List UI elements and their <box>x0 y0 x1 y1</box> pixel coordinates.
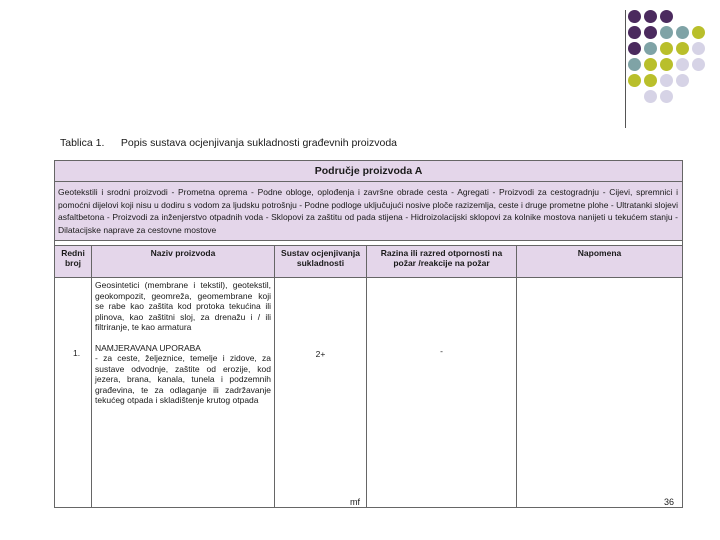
page-number: 36 <box>664 497 675 507</box>
decorative-dot <box>660 74 673 87</box>
caption-number: Tablica 1. <box>60 137 105 149</box>
decorative-dot-grid <box>628 10 720 120</box>
decorative-dot <box>628 10 641 23</box>
decorative-dot <box>644 74 657 87</box>
conformity-table <box>54 160 683 508</box>
row-assessment-system: 2+ <box>275 278 367 508</box>
intended-use: NAMJERAVANA UPORABA - za ceste, željeznice, temelje i zidove, za sustave odvodnje, zaštite od erozije, kod jezera, brana, kanala, tunela i podzemnih građevina, te za odlaganje ili zadržavanje tekućeg otpada i skladištenje krutog otpada <box>95 342 271 405</box>
header-notes: Napomena <box>517 246 683 278</box>
row-notes <box>517 278 683 508</box>
decorative-dot <box>692 58 705 71</box>
decorative-dot <box>628 42 641 55</box>
decorative-dot <box>660 10 673 23</box>
decorative-dot <box>628 26 641 39</box>
decorative-dot <box>628 74 641 87</box>
decorative-dot <box>644 90 657 103</box>
product-description: Geosintetici (membrane i tekstil), geotekstil, geokompozit, geomreža, geomembrane koji se rabe kao zaštita kod protoka tekućina ili plinova, kao zaštitni sloj, za drenažu i / ili filtriranje, te kao armatura <box>95 280 271 332</box>
decorative-dot <box>676 74 689 87</box>
area-title: Područje proizvoda A <box>55 161 683 182</box>
decorative-dot <box>692 42 705 55</box>
decorative-dot <box>676 42 689 55</box>
row-fire-reaction: - <box>367 278 517 508</box>
footer-author: mf <box>350 497 360 507</box>
table-header-row <box>55 246 683 278</box>
table-row <box>55 278 683 508</box>
header-assessment-system: Sustav ocjenjivanja sukladnosti <box>275 246 367 278</box>
decorative-divider <box>625 10 626 128</box>
area-description: Geotekstili i srodni proizvodi - Prometna oprema - Podne obloge, oplođenja i završne obrade cesta - Agregati - Proizvodi za cestogradnju - Cijevi, spremnici i pomoćni dijelovi koji nisu u dodiru s vodom za ljudsku potrošnju - Podne podloge uključujući nosive ploče razizemlja, ceste i druge prometne plohe - Ultratanki slojevi asfaltbetona - Proizvodi za inženjerstvo otpadnih voda - Sklopovi za zaštitu od pada stijena - Hidroizolacijski sklopovi za kolnike mostova nanijeti u tekućem stanju - Dilatacijske naprave za cestovne mostove <box>55 182 683 241</box>
caption-text: Popis sustava ocjenjivanja sukladnosti građevnih proizvoda <box>120 137 398 149</box>
decorative-dot <box>644 10 657 23</box>
decorative-dot <box>628 58 641 71</box>
decorative-dot <box>676 26 689 39</box>
decorative-dot <box>692 26 705 39</box>
decorative-dot <box>676 58 689 71</box>
header-number: Redni broj <box>55 246 92 278</box>
decorative-dot <box>644 42 657 55</box>
table-caption <box>60 137 397 149</box>
decorative-dot <box>660 90 673 103</box>
row-number: 1. <box>55 278 92 508</box>
decorative-dot <box>644 26 657 39</box>
header-fire-reaction: Razina ili razred otpornosti na požar /reakcije na požar <box>367 246 517 278</box>
decorative-dot <box>644 58 657 71</box>
decorative-dot <box>660 26 673 39</box>
decorative-dot <box>660 42 673 55</box>
header-product-name: Naziv proizvoda <box>92 246 275 278</box>
decorative-dot <box>660 58 673 71</box>
row-product-description <box>92 278 275 508</box>
